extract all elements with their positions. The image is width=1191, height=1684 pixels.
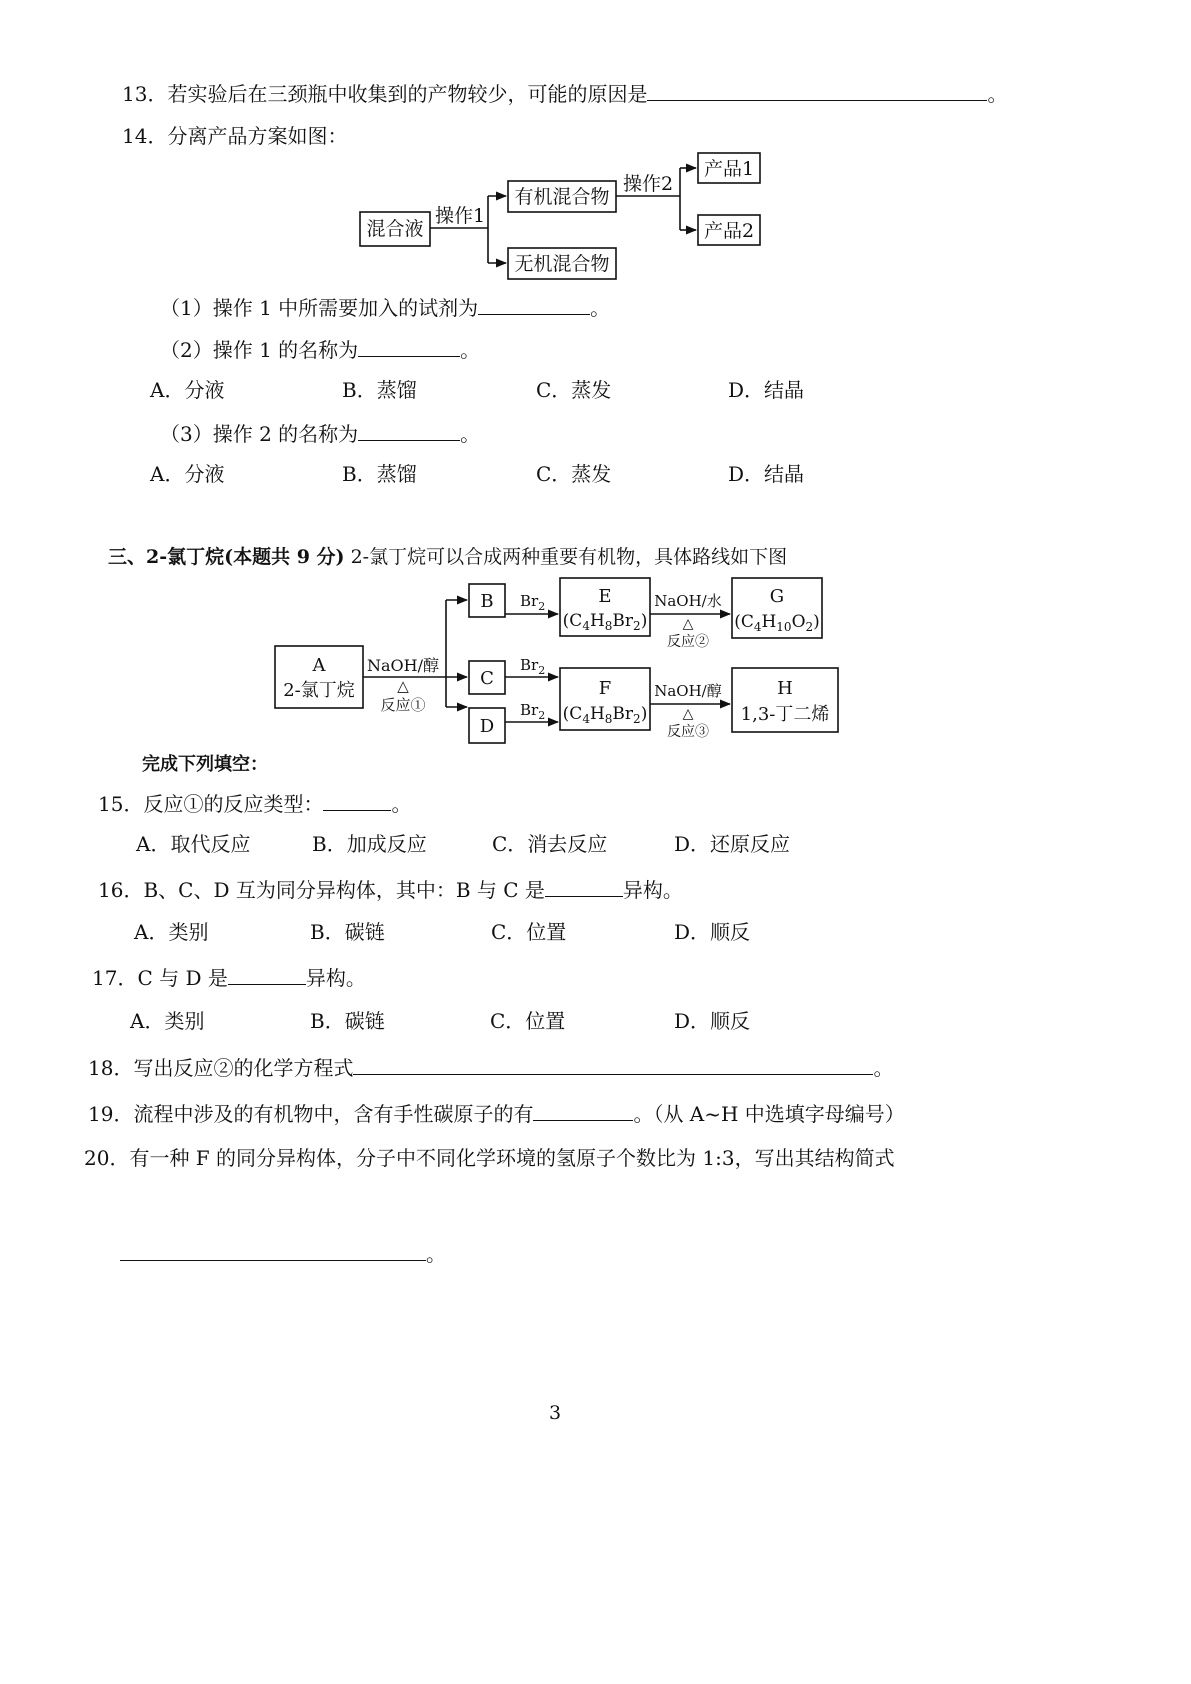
br2-reagent-2: $Br_2$ <box>520 656 546 677</box>
answer-blank[interactable] <box>478 296 590 315</box>
reaction-1-condition: NaOH/醇 <box>366 656 440 675</box>
reaction-3-label: 反应③ <box>667 724 709 740</box>
option-a[interactable]: A．类别 <box>130 1009 205 1033</box>
reaction-2-condition: NaOH/水 <box>654 592 722 610</box>
page-number: 3 <box>549 1402 562 1424</box>
option-d[interactable]: D．结晶 <box>728 462 805 486</box>
heat-symbol: △ <box>682 616 694 632</box>
fill-prompt: 完成下列填空： <box>142 754 268 775</box>
product-2-label: 产品2 <box>703 220 755 242</box>
question-17: 17．C 与 D 是 异构。 <box>92 966 366 990</box>
separation-flowchart <box>350 148 780 286</box>
option-c[interactable]: C．消去反应 <box>492 832 608 856</box>
question-14-2: （2）操作 1 的名称为 。 <box>160 338 481 362</box>
option-a[interactable]: A．类别 <box>134 920 209 944</box>
option-d[interactable]: D．顺反 <box>674 920 751 944</box>
answer-blank[interactable] <box>533 1102 633 1121</box>
question-19: 19．流程中涉及的有机物中，含有手性碳原子的有 。（从 A~H 中选填字母编号） <box>88 1102 905 1126</box>
option-a[interactable]: A．分液 <box>150 378 225 402</box>
option-d[interactable]: D．顺反 <box>674 1009 751 1033</box>
section-3-heading: 三、2-氯丁烷(本题共 9 分) <box>108 546 345 568</box>
answer-blank[interactable] <box>647 82 987 101</box>
option-c[interactable]: C．位置 <box>491 920 567 944</box>
br2-reagent-1: $Br_2$ <box>520 592 546 613</box>
compound-d-label: D <box>479 716 495 737</box>
option-c[interactable]: C．位置 <box>490 1009 566 1033</box>
compound-c-label: C <box>480 668 494 689</box>
option-a[interactable]: A．取代反应 <box>136 832 251 856</box>
compound-e-formula: $(C_4H_8Br_2)$ <box>562 611 648 633</box>
question-20: 20．有一种 F 的同分异构体，分子中不同化学环境的氢原子个数比为 1:3，写出其结构简式 <box>84 1146 895 1170</box>
question-14: 14．分离产品方案如图： <box>122 124 348 148</box>
question-13: 13．若实验后在三颈瓶中收集到的产物较少，可能的原因是 。 <box>122 82 1008 106</box>
organic-mixture-label: 有机混合物 <box>514 186 610 208</box>
question-14-1: （1）操作 1 中所需要加入的试剂为 。 <box>160 296 611 320</box>
mixture-label: 混合液 <box>366 218 424 240</box>
option-b[interactable]: B．蒸馏 <box>342 462 417 486</box>
operation-2-label: 操作2 <box>622 173 674 195</box>
section-3-intro: 2-氯丁烷可以合成两种重要有机物，具体路线如下图 <box>350 546 788 568</box>
question-16: 16．B、C、D 互为同分异构体，其中：B 与 C 是 异构。 <box>98 878 683 902</box>
br2-reagent-3: $Br_2$ <box>520 701 546 722</box>
compound-f-formula: $(C_4H_8Br_2)$ <box>562 704 648 726</box>
compound-a-label: A <box>312 655 326 676</box>
operation-1-label: 操作1 <box>434 205 486 227</box>
question-14-3: （3）操作 2 的名称为 。 <box>160 422 481 446</box>
answer-blank[interactable] <box>323 792 391 811</box>
option-b[interactable]: B．加成反应 <box>312 832 427 856</box>
question-18: 18．写出反应②的化学方程式 。 <box>88 1056 894 1080</box>
compound-e-label: E <box>598 586 612 607</box>
reaction-2-label: 反应② <box>667 634 709 650</box>
heat-symbol: △ <box>397 677 409 695</box>
compound-b-label: B <box>480 591 494 612</box>
option-b[interactable]: B．碳链 <box>310 920 385 944</box>
answer-blank[interactable] <box>228 966 306 985</box>
compound-g-formula: $(C_4H_{10}O_2)$ <box>734 612 820 634</box>
answer-blank[interactable] <box>358 422 460 441</box>
option-b[interactable]: B．蒸馏 <box>342 378 417 402</box>
question-13-text: 13．若实验后在三颈瓶中收集到的产物较少，可能的原因是 <box>122 82 648 106</box>
answer-blank[interactable] <box>120 1242 426 1261</box>
inorganic-mixture-label: 无机混合物 <box>514 253 610 275</box>
product-1-label: 产品1 <box>703 158 755 180</box>
option-c[interactable]: C．蒸发 <box>536 378 612 402</box>
option-a[interactable]: A．分液 <box>150 462 225 486</box>
answer-blank[interactable] <box>358 338 460 357</box>
answer-blank[interactable] <box>545 878 623 897</box>
compound-h-label: H <box>777 678 793 699</box>
heat-symbol: △ <box>682 706 694 722</box>
compound-a-name: 2-氯丁烷 <box>283 680 355 701</box>
section-3-header <box>108 548 787 567</box>
compound-h-name: 1,3-丁二烯 <box>740 704 830 725</box>
synthesis-route-diagram <box>270 574 850 754</box>
reaction-1-label: 反应① <box>380 696 426 714</box>
compound-g-label: G <box>769 586 785 607</box>
option-b[interactable]: B．碳链 <box>310 1009 385 1033</box>
compound-f-label: F <box>598 678 612 699</box>
option-d[interactable]: D．还原反应 <box>674 832 791 856</box>
question-20-answer-line: 。 <box>120 1242 446 1264</box>
option-c[interactable]: C．蒸发 <box>536 462 612 486</box>
question-15: 15．反应①的反应类型： 。 <box>98 792 412 816</box>
answer-blank[interactable] <box>353 1056 873 1075</box>
option-d[interactable]: D．结晶 <box>728 378 805 402</box>
reaction-3-condition: NaOH/醇 <box>654 682 722 700</box>
